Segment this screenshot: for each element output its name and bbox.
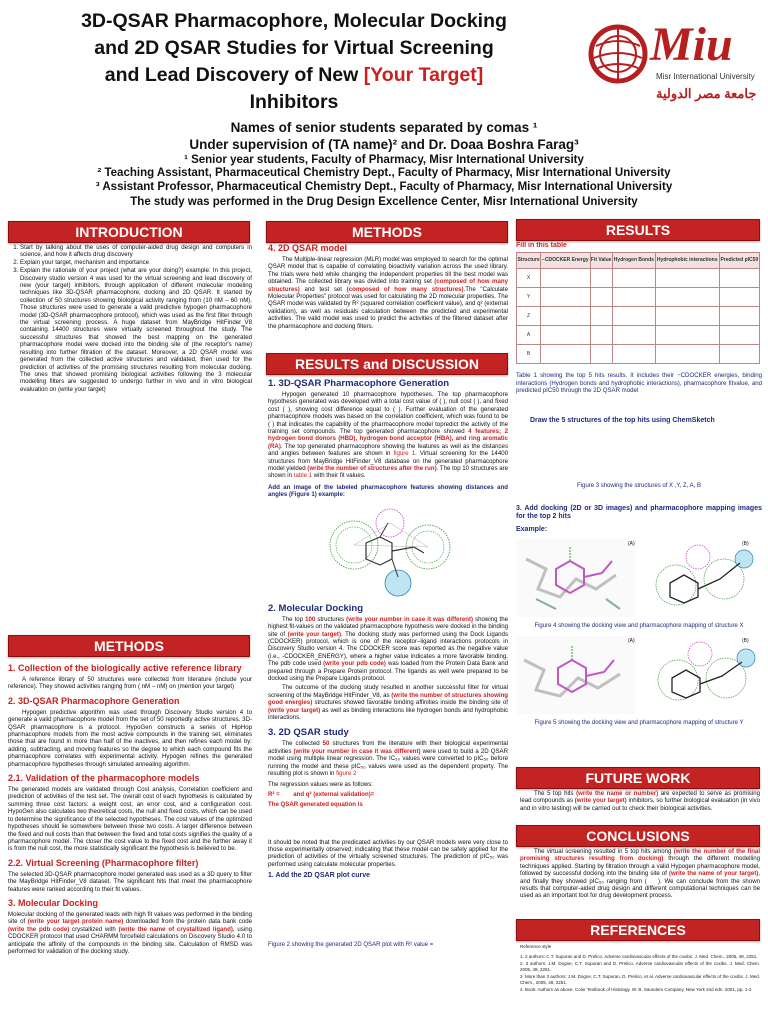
table-ref: table 1 — [293, 472, 313, 480]
text-span: . The top generated pharmacophore showing the features as well as the distances and angles between features are shown in — [268, 442, 508, 458]
empty-cell[interactable] — [719, 345, 759, 364]
reference-item: 1. 2 authors: C.T. Supuran and D. Prelico. Adverse cardiovascular effects of the coxibs. J. Med. Chem., 2005, 48, 2251. — [520, 954, 758, 959]
empty-cell[interactable] — [719, 288, 759, 307]
results-table-body — [517, 269, 760, 364]
method-qsar-text — [268, 256, 508, 330]
text-span: The 5 top hits — [534, 790, 577, 797]
placeholder-protein: (write your target protein name) — [27, 918, 124, 926]
intro-item: 2. Explain your target, mechanism and importance — [20, 259, 252, 266]
university-logo — [588, 6, 764, 118]
study-center: The study was performed in the Drug Design Excellence Center, Misr International University — [130, 196, 638, 208]
empty-cell[interactable] — [655, 269, 719, 288]
empty-cell[interactable] — [541, 288, 590, 307]
rd-pharmacophore-text — [268, 391, 508, 480]
fig2-caption: Figure 2 showing the generated 2D QSAR plot with R² value = — [268, 941, 434, 948]
empty-cell[interactable] — [590, 307, 612, 326]
text-span: , using CDOCKER protocol that used CHARMM forcefield calculations on Discovery Studio 4.0 to anticipate the affinity of the compounds in the binding site. Calculation of RMSD was performed for validation of the docking study. — [8, 925, 252, 955]
fig4-caption: Figure 4 showing the docking view and pharmacophore mapping of structure X — [534, 622, 744, 629]
regression-label: The regression values were as follows: — [268, 781, 373, 789]
pharmacophore-map-icon — [640, 636, 762, 714]
reference-list — [520, 954, 760, 993]
regression-values — [268, 791, 508, 798]
references-body — [520, 944, 760, 1024]
empty-cell[interactable] — [541, 326, 590, 345]
rd-docking-heading: 2. Molecular Docking — [268, 602, 364, 614]
placeholder-number: (write your number in case it was different) — [346, 615, 474, 623]
placeholder-pdb: (write the pdb code) — [8, 925, 70, 933]
q2-label: and q² (external validation)= — [293, 790, 375, 798]
text-span: The collected — [282, 740, 323, 748]
empty-cell[interactable] — [612, 269, 655, 288]
method-pharmacophore-heading: 2. 3D-QSAR Pharmacophore Generation — [8, 695, 180, 706]
supervision-line: Under supervision of (TA name)² and Dr. Doaa Boshra Farag³ — [189, 137, 579, 152]
introduction-list — [8, 244, 252, 393]
text-span: Hypogen generated 10 pharmacophore hypotheses. The top pharmacophore hypothesis generated was developed with a total cost value of ( ), null cost ( ), and fixed cost ( ), showing cost difference equal to ( ). Further evaluation of the generated pharmacophore models was based on the correlation coefficient, which was found to be ( ) that indicates the capability of the pharmacophore model topredict the activity of the training set compounds. The top generated pharmacophore showed — [268, 391, 508, 436]
text-span: were used to build a 2D QSAR model using multiple linear regression. The IC₅₀ values were converted to pIC₅₀ before running the model and these pIC₅₀ values were used as the dependent property. The resulting plot is shown in — [268, 747, 508, 777]
fig1-caption: Add an image of the labeled pharmacophore features showing distances and angles (Figure 1) example: — [268, 483, 508, 499]
placeholder-training-set: (composed of how many structures) — [268, 278, 508, 293]
title-target-placeholder: [Your Target] — [363, 64, 484, 86]
method-collection-text: A reference library of 50 structures were collected from literature (include your reference). They showed activities ranging from ( nM – nM) on (mention your target) — [8, 676, 252, 691]
poster-title — [4, 8, 584, 116]
reference-item: 3. More than 3 authors: J.M. Dogne, C.T. Supuran, D. Prelico, et al. Adverse cardiovascular effects of the coxibs. J. Med. Chem., 2005, 48, 2251. — [520, 974, 760, 985]
text-span: structures from the literature with their biological experimental activities — [268, 740, 508, 755]
placeholder-number: (write your number in case it was different) — [293, 747, 421, 755]
placeholder-target: (write your target) — [287, 630, 341, 638]
text-span: The virtual screening resulted in 5 top hits among — [534, 848, 674, 855]
reference-item: 4. Book: Authors as above. Color Textbook of Histology. W. B. Saunders Company, New York 2nd edn. 2001, pp. 1-2. — [520, 987, 753, 992]
text-span: as well as binding interactions like hydrogen bonds and hydrophobic interactions. — [268, 706, 508, 721]
text-span: .The "Calculate Molecular Properties" protocol was used for calculating the 2D molecular properties. The QSAR model was validated by R² (squared correlation coefficient value), and q² (external validation), as well as residuals calculation between the predicted and experimental activities. The valid model was used to predict the activities of the filtered dataset after the pharmacophore and docking filters. — [268, 285, 508, 330]
text-span: was loaded from the Protein Data Bank and prepared through a Prepare Protein protocol. The ligands as well were prepared to be docked using the Prepare Ligands protocol. — [268, 660, 508, 682]
table-row — [517, 288, 760, 307]
title-line-2: and 2D QSAR Studies for Virtual Screening — [94, 37, 494, 59]
student-names: Names of senior students separated by comas ¹ — [230, 120, 538, 135]
table-header-cell: Hydrogen Bonds — [612, 253, 655, 269]
results-body — [516, 242, 762, 767]
intro-item: 1. Start by talking about the uses of computer-aided drug design and computers in science, and how it affects drug discovery — [20, 244, 252, 259]
empty-cell[interactable] — [655, 307, 719, 326]
plot-placeholder — [268, 882, 508, 942]
empty-cell[interactable] — [655, 345, 719, 364]
table-caption: Table 1 showing the top 5 hits results. It includes their −CDOCKER energies, binding interactions (Hydrogen bonds and hydrophobic interactions), pharmacophore fitvalue, and predicted pIC50 through the 2D QSAR model — [516, 372, 762, 395]
pharmacophore-model-icon — [268, 503, 508, 597]
method-qsar-heading: 4. 2D QSAR model — [268, 243, 348, 253]
conclusions-body — [520, 848, 760, 918]
text-span: crystallized with — [69, 925, 119, 933]
section-conclusions: CONCLUSIONS — [516, 825, 760, 847]
structure-label-cell: A — [517, 326, 541, 345]
docking-pose-icon — [516, 539, 636, 617]
placeholder-ligand: (write the name of crystallized ligand) — [118, 925, 233, 933]
text-span: , and finally they showed pIC₅₀ ranging from ( — [520, 870, 760, 885]
results-table-header — [517, 253, 760, 269]
fill-table-label: Fill in this table — [516, 242, 567, 249]
fig5-caption: Figure 5 showing the docking view and pharmacophore mapping of structure Y — [534, 720, 744, 727]
figure-ref: figure 2 — [336, 770, 357, 777]
text-span: inhibitors, so further biological evaluation (in vivo and in vitro testing) will be carried out to check their biological activities. — [520, 797, 760, 812]
table-row — [517, 326, 760, 345]
docking-pose-icon — [516, 636, 636, 714]
placeholder-test-set: (composed of how many structures) — [346, 285, 464, 293]
title-line-1: 3D-QSAR Pharmacophore, Molecular Docking — [81, 10, 507, 32]
section-future-work: FUTURE WORK — [516, 767, 760, 789]
docking-figure-x — [516, 539, 762, 621]
empty-cell[interactable] — [541, 345, 590, 364]
introduction-body — [8, 244, 252, 632]
future-work-body — [520, 790, 760, 824]
future-work-text — [520, 790, 760, 812]
pharmacophore-map-x — [640, 539, 762, 617]
section-results: RESULTS — [516, 219, 760, 241]
empty-cell[interactable] — [590, 345, 612, 364]
section-results-discussion: RESULTS and DISCUSSION — [266, 353, 508, 375]
poster-header — [0, 0, 768, 213]
text-span: structures — [315, 615, 347, 623]
text-span: . The docking study was performed using the Dock Ligands (CDOCKER) protocol, which is one of the receptor–ligand interactions protocols in Discovery Studio version 4. The CDOCKER score was reported as the negative value (i.e., -CDOCKER_ENERGY), where a higher value indicates a more favorable binding. The pdb code used — [268, 630, 508, 668]
placeholder-hits: (write the name or number) — [576, 790, 659, 797]
section-introduction: INTRODUCTION — [8, 221, 250, 243]
figure-ref: figure 1 — [393, 450, 416, 458]
docking-view-y — [516, 636, 636, 714]
method-pharmacophore-text: Hypogen predictive algorithm was used through Discovery Studio version 4 to generate a valid pharmacophore model from the set of 50 reportedly active structures. 3D-QSAR pharmacophore is a protocol. HypoGen constructs a series of HipHop pharmacophore models from the most active compounds in the training set, eliminates those that are found in more than half of the inactives, and then refines each model by: adding, subtracting, and moving features so the degree to which each compound fits the pharmacophore correlates with experimental activity. Hypogen refines the generated pharmacophore hypotheses through simulated annealing algorithm. — [8, 708, 252, 768]
placeholder-good-energies: (write the number of structures showing good energies) — [268, 691, 508, 707]
docked-count: 100 — [305, 615, 316, 623]
affiliation-3: ³ Assistant Professor, Pharmaceutical Chemistry Dept., Faculty of Pharmacy, Misr International University — [95, 181, 673, 193]
intro-item: 3. Explain the rationale of your project (what are your doing?) example: In this project, Discovery studio version 4 was used for the virtual screening and lead discovery of new (your target) inhibitors, through application of different molecular modeling techniques like 3D-QSAR pharmacophore, docking and 2D QSAR. It started by collection of 50 structures showing biological activity ranging from (10 nM – 60 nM). Those structures were used to generate a valid predictive hypogen pharmacophore model (3D-QSAR pharmacophore protocol), which was used as the first filter through the virtual screening process. A huge dataset from MayBridge HitFinder_V8 containing 14400 structures were virtually screened throughout the study. The successful structures that showed the best mapping on the generated pharmacophore model were docked into the binding site of (the receptor's name) resulting into further filtration of the dataset. Moreover, a 2D QSAR model was generated from the collected active structures and validated, then used for the prediction of activities of the promising structures resulting from molecular docking. The ones that showed promising biological activities following the 3 molecular modelling filters are suggested to undergo further in vivo and in vitro biological evaluation on (write your target) — [20, 267, 252, 393]
conclusions-text — [520, 848, 760, 900]
empty-cell[interactable] — [655, 288, 719, 307]
methods-body — [8, 658, 252, 1024]
methods-qsar-body — [268, 243, 508, 351]
rd-qsar-heading: 3. 2D QSAR study — [268, 727, 349, 739]
structure-label-cell: Z — [517, 307, 541, 326]
panel-label-a: (A) — [628, 540, 635, 547]
table-header-cell: Structure — [517, 253, 541, 269]
method-docking-text — [8, 911, 252, 955]
logo-subtitle: Misr International University — [656, 72, 755, 81]
text-span: downloaded from the protein data bank code — [123, 918, 252, 926]
text-span: structures showed favorable binding affinities inside the binding site of — [312, 699, 508, 707]
equation-label: The QSAR generated equation is — [268, 801, 363, 809]
method-collection-heading: 1. Collection of the biologically active reference library — [8, 663, 242, 673]
section-references: REFERENCES — [516, 919, 760, 941]
text-span: . We can conclude from the shown results that computer-aided drug design and different computational techniques can be used as an important tool for drug development process. — [520, 877, 760, 900]
text-span: and test set — [299, 285, 347, 293]
affiliation-2: ² Teaching Assistant, Pharmaceutical Chemistry Dept., Faculty of Pharmacy, Misr International University — [97, 167, 671, 179]
table-header-cell: Hydrophobic interactions — [655, 253, 719, 269]
text-span: The Multiple-linear regression (MLR) model was employed to search for the optimal QSAR model that is capable of correlating bioactivity variation across the used library. The trials were held while changing the independent properties till the best model was obtained. The collected library was divided into training set — [268, 256, 508, 286]
structure-label-cell: Y — [517, 288, 541, 307]
panel-label-b: (B) — [742, 540, 749, 547]
text-span: ) — [658, 877, 661, 885]
placeholder-final-count: (write the number of the final promising structures resulting from docking) — [520, 848, 760, 863]
table-header-cell: Fit Value — [590, 253, 612, 269]
rd-docking-outcome — [268, 684, 508, 721]
empty-cell[interactable] — [590, 269, 612, 288]
empty-cell[interactable] — [655, 326, 719, 345]
placeholder-features: 4 features; 2 hydrogen bond donors (HBD), hydrogen bond acceptor (HBA), and ring aromatic (RA) — [268, 428, 508, 450]
empty-cell[interactable] — [590, 288, 612, 307]
results-discussion-body — [268, 376, 508, 1024]
empty-cell[interactable] — [590, 326, 612, 345]
placeholder-run-count: (write the number of structures after the run) — [307, 465, 437, 473]
method-validation-text: The generated models are validated through Cost analysis, Correlation coefficient and prediction of activities of the test set. The overall cost of each hypothesis is calculated by summing three cost factors: a weight cost, an error cost, and a configuration cost. HypoGen also calculates two theoretical costs, the null and fixed costs, which can be used to determine the significance of the selected hypotheses. The cost values of the optimized hypotheses should lie somewhere between these two costs. A larger difference between the fixed and null costs than that between the fixed and total costs signifies the quality of a pharmacophore model. The closer the cost value to the fixed cost and the further away it is from the null cost, the more statistically significant the hypothesis is believed to be. — [8, 786, 252, 853]
docking-figure-y — [516, 636, 762, 718]
text-span: showing the highest fit-values on the validated pharmacophore hypothesis were docked in the binding site of — [268, 615, 508, 638]
logo-wordmark: Miu — [650, 18, 733, 71]
text-span: . Virtual screening for the 14400 structures from MayBridge HitFinder_V8 database on the generated pharmacophore model yielded — [268, 450, 508, 473]
section-methods: METHODS — [8, 635, 250, 657]
empty-cell[interactable] — [719, 326, 759, 345]
method-screening-heading: 2.2. Virtual Screening (Pharmacophore filter) — [8, 857, 199, 868]
logo-arabic: جامعة مصر الدولية — [656, 86, 757, 101]
rd-qsar-conclusion: It should be noted that the predicated activities by our QSAR models were very close to those experimentally observed; indicating that these model can be safely applied for the prediction of activities of the virtually screened structures. The prediction of pIC₅₀ was performed using calculate molecular properties. — [268, 838, 508, 868]
text-span: . The top 10 structures are shown in — [268, 465, 508, 480]
empty-cell[interactable] — [541, 307, 590, 326]
title-line-3-text: and Lead Discovery of New — [104, 64, 364, 86]
table-header-cell: −CDOCKER Energy — [541, 253, 590, 269]
placeholder-target: (write your target) — [268, 706, 321, 714]
collected-count: 50 — [322, 740, 330, 748]
add-images-note: 3. Add docking (2D or 3D images) and pharmacophore mapping images for the top 2 hits — [516, 504, 762, 521]
text-span: Molecular docking of the generated leads with high fit values was performed in the binding site of — [8, 910, 252, 926]
panel-label-a: (A) — [628, 638, 635, 645]
placeholder-target: (write your target) — [574, 797, 627, 805]
structure-label-cell: B — [517, 345, 541, 364]
docking-view-x — [516, 539, 636, 617]
add-plot-note: 1. Add the 2D QSAR plot curve — [268, 872, 371, 880]
text-span: through the different modelling techniques applied. Starting by filtration through a valid Hypogen pharmacophore model, followed by successful docking into the binding site of — [520, 855, 760, 878]
method-docking-heading: 3. Molecular Docking — [8, 897, 99, 908]
empty-cell[interactable] — [612, 326, 655, 345]
section-methods-top: METHODS — [266, 221, 508, 243]
pharmacophore-map-y — [640, 636, 762, 714]
text-span: The top — [282, 615, 306, 623]
empty-cell[interactable] — [541, 269, 590, 288]
method-validation-heading: 2.1. Validation of the pharmacophore models — [8, 773, 200, 784]
placeholder-target: (write the name of your target) — [668, 870, 759, 878]
table-header-cell: Predicted pIC50 — [719, 253, 759, 269]
rd-pharmacophore-heading: 1. 3D-QSAR Pharmacophore Generation — [268, 378, 450, 389]
pharmacophore-figure — [268, 503, 508, 597]
structure-label-cell: X — [517, 269, 541, 288]
table-row — [517, 345, 760, 364]
empty-cell[interactable] — [719, 307, 759, 326]
empty-cell[interactable] — [719, 269, 759, 288]
equation-spacer — [268, 811, 508, 839]
reference-style-label: Reference style — [520, 944, 552, 949]
fig3-caption: Figure 3 showing the structures of X ,Y, Z, A, B — [577, 483, 701, 490]
empty-cell[interactable] — [612, 345, 655, 364]
r2-label: R² = — [268, 790, 280, 798]
reference-item: 2. 3 authors: J.M. Dogne, C.T. Supuran and D. Prelico. Adverse cardiovascular effects of the coxibs. J. Med. Chem. 2005, 48, 2251. — [520, 961, 760, 972]
draw-structures-note: Draw the 5 structures of the top hits using ChemSketch — [530, 416, 715, 424]
panel-label-b: (B) — [742, 638, 749, 645]
example-label: Example: — [516, 525, 548, 533]
empty-cell[interactable] — [612, 288, 655, 307]
affiliation-1: ¹ Senior year students, Faculty of Pharmacy, Misr International University — [184, 154, 584, 166]
text-span: are expected to serve as promising lead compounds as — [520, 790, 760, 805]
text-span: with their fit values. — [312, 472, 366, 480]
table-row — [517, 269, 760, 288]
empty-cell[interactable] — [612, 307, 655, 326]
rd-qsar-text — [268, 740, 508, 777]
method-screening-text: The selected 3D-QSAR pharmacophore model generated was used as a 3D query to filter the MayBridge HitFinder_V8 dataset. The significant hits that meet the pharmacophore features were ranked according to their fit values. — [8, 870, 252, 893]
title-line-3 — [4, 62, 584, 89]
title-line-4: Inhibitors — [249, 91, 339, 113]
results-table — [516, 252, 760, 364]
pharmacophore-map-icon — [640, 539, 762, 617]
table-row — [517, 307, 760, 326]
placeholder-pdb: (write your pdb code) — [323, 660, 386, 668]
rd-docking-text — [268, 616, 508, 683]
text-span: The outcome of the docking study resulted in another successful filter for virtual screening of the MayBridge HitFinder_V8, as — [268, 684, 508, 699]
